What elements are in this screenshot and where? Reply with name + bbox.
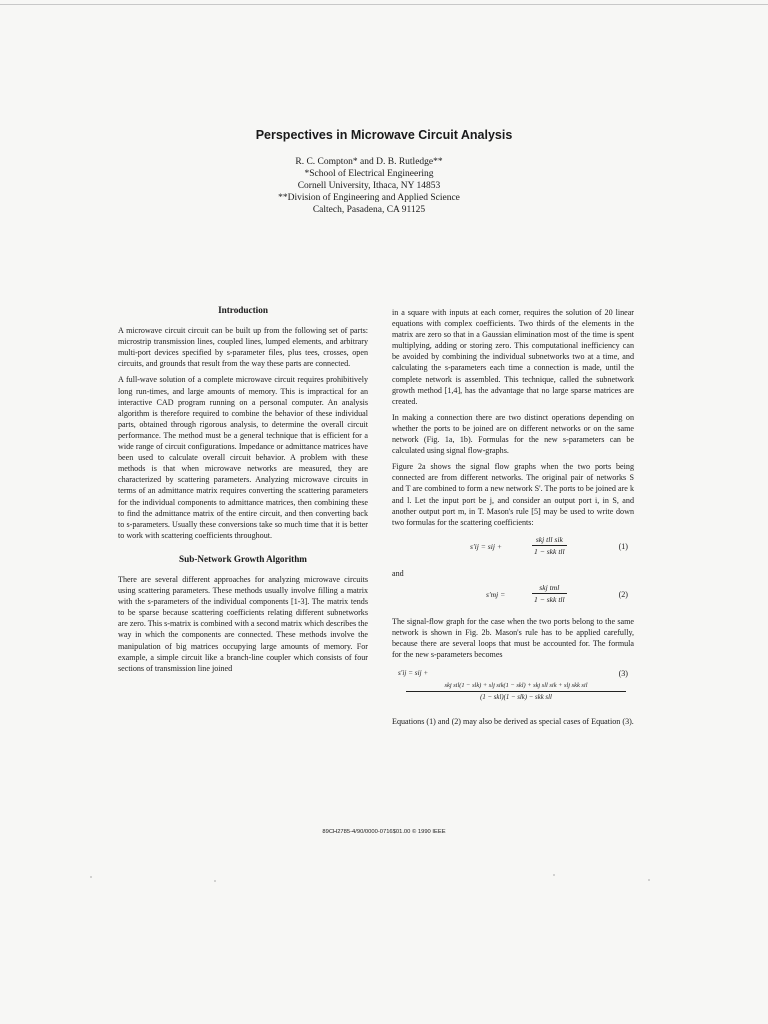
equation-2-denominator: 1 − skk tll (534, 594, 565, 604)
equation-1 (392, 536, 634, 556)
right-paragraph-1: in a square with inputs at each corner, requires the solution of 20 linear equations with complex coefficients. Two thirds of the elements in the matrix are zero so that in a Gaussian elimination most of the time is spent multiplying, adding or storing zero. This computational inefficiency can be avoided by combining the individual subnetworks two at a time, and calculating the s-parameters each time a connection is made, until the complete network is assembled. This technique, called the subnetwork growth method [1,4], has the advantage that no large sparse matrices are created. (392, 308, 634, 406)
author-names: R. C. Compton* and D. B. Rutledge** (295, 157, 443, 167)
intro-paragraph-1: A microwave circuit circuit can be built up from the following set of parts: microstrip transmission lines, coupled lines, lumped elements, and arbitrary multi-port devices specified by s-parameter files, plus tees, crosses, open circuits, and grounds that result from the way these parts are connected. (118, 326, 368, 369)
heading-subnetwork-growth: Sub-Network Growth Algorithm (179, 553, 307, 564)
copyright-footer: 89CH2785-4/90/0000-0716$01.00 © 1990 IEEE (322, 829, 446, 835)
equation-2-number: (2) (618, 589, 628, 599)
right-column (392, 307, 634, 732)
right-paragraph-4: The signal-flow graph for the case when the two ports belong to the same network is shown in Fig. 2b. Mason's rule has to be applied carefully, because there are several loops that must be accounted for. The formula for the new s-parameters becomes (392, 616, 634, 660)
scan-speck (90, 876, 92, 878)
right-paragraph-2: In making a connection there are two distinct operations depending on whether the ports to be joined are on different networks or on the same network (Fig. 1a, 1b). Formulas for the new s-parameters can be calculated using signal flow-graphs. (392, 412, 634, 456)
affiliation-2-line-2: Caltech, Pasadena, CA 91125 (312, 205, 426, 215)
equation-2 (392, 584, 634, 604)
scan-speck (214, 880, 216, 882)
equation-2-fraction (532, 582, 567, 605)
equation-3-numerator: skj sil(1 − slk) + slj sik(1 − skl) + skj sll sik + slj skk sil (406, 680, 626, 692)
equation-2-lhs: s′mj = (486, 589, 506, 599)
heading-introduction: Introduction (218, 305, 268, 315)
left-column (118, 305, 368, 679)
affiliation-2-line-1: **Division of Engineering and Applied Science (278, 193, 460, 203)
equation-2-numerator: skj tml (532, 582, 567, 594)
equation-3 (392, 668, 634, 704)
equation-1-numerator: skj tll sik (532, 534, 567, 546)
scan-speck (553, 874, 555, 876)
right-paragraph-3: Figure 2a shows the signal flow graphs when the two ports being connected are from different networks. The original pair of networks S and T are combined to form a new network S'. The ports to be joined are k and l. Let the input port be j, and consider an output port i, in S, and another output port m, in T. Mason's rule [5] may be used to write down two formulas for the scattering coefficients: (392, 462, 634, 527)
and-text: and (392, 568, 404, 578)
scan-speck (648, 879, 650, 881)
author-block (0, 156, 738, 216)
equation-1-denominator: 1 − skk tll (534, 546, 565, 556)
subnetwork-paragraph-1: There are several different approaches for analyzing microwave circuits using scattering parameters. These methods usually involve filling a matrix with the s-parameters of the individual components [1-3]. The matrix tends to be sparse because scattering coefficients relating different subnetworks are zero. This s-matrix is combined with a second matrix which describes the way in which the components are connected. These methods involve the manipulation of big matrices occupying large amounts of memory. For example, a simple circuit like a branch-line coupler which consists of four sections of transmission line joined (118, 574, 369, 673)
affiliation-1-line-2: Cornell University, Ithaca, NY 14853 (297, 181, 441, 191)
equation-1-fraction (532, 534, 567, 557)
paper-title: Perspectives in Microwave Circuit Analysis (255, 128, 513, 142)
equation-3-lhs: s′ij = sij + (398, 669, 429, 678)
affiliation-1-line-1: *School of Electrical Engineering (304, 169, 434, 179)
right-paragraph-5: Equations (1) and (2) may also be derived as special cases of Equation (3). (392, 717, 634, 727)
equation-1-lhs: s′ij = sij + (470, 541, 502, 551)
equation-3-denominator: (1 − skl)(1 − slk) − skk sll (480, 694, 552, 702)
intro-paragraph-2: A full-wave solution of a complete microwave circuit requires prohibitively long run-times, and large amounts of memory. This is impractical for an interactive CAD program running on a personal computer. An analysis algorithm is therefore required to combine the behavior of these individual parts, obtained through rigorous analysis, to determine the overall circuit performance. The method must be a general technique that is efficient for a wide range of circuit configurations. Impedance or admittance matrices have been used to calculate overall circuit behavior. A problem with these methods is that when microwave networks are measured, they are characterized by scattering parameters. Analyzing microwave circuits in terms of an admittance matrix requires converting the scattering parameters for the individual components to admittance matrices, then combining these to find the admittance matrix of the entire circuit, and then converting back to s-parameters. Usually these conversions take so much time that it is better to work with scattering coefficients throughout. (118, 375, 368, 540)
scan-edge-line (0, 4, 768, 5)
equation-3-number: (3) (618, 669, 628, 679)
equation-3-fraction (406, 680, 626, 703)
equation-1-number: (1) (618, 541, 628, 551)
